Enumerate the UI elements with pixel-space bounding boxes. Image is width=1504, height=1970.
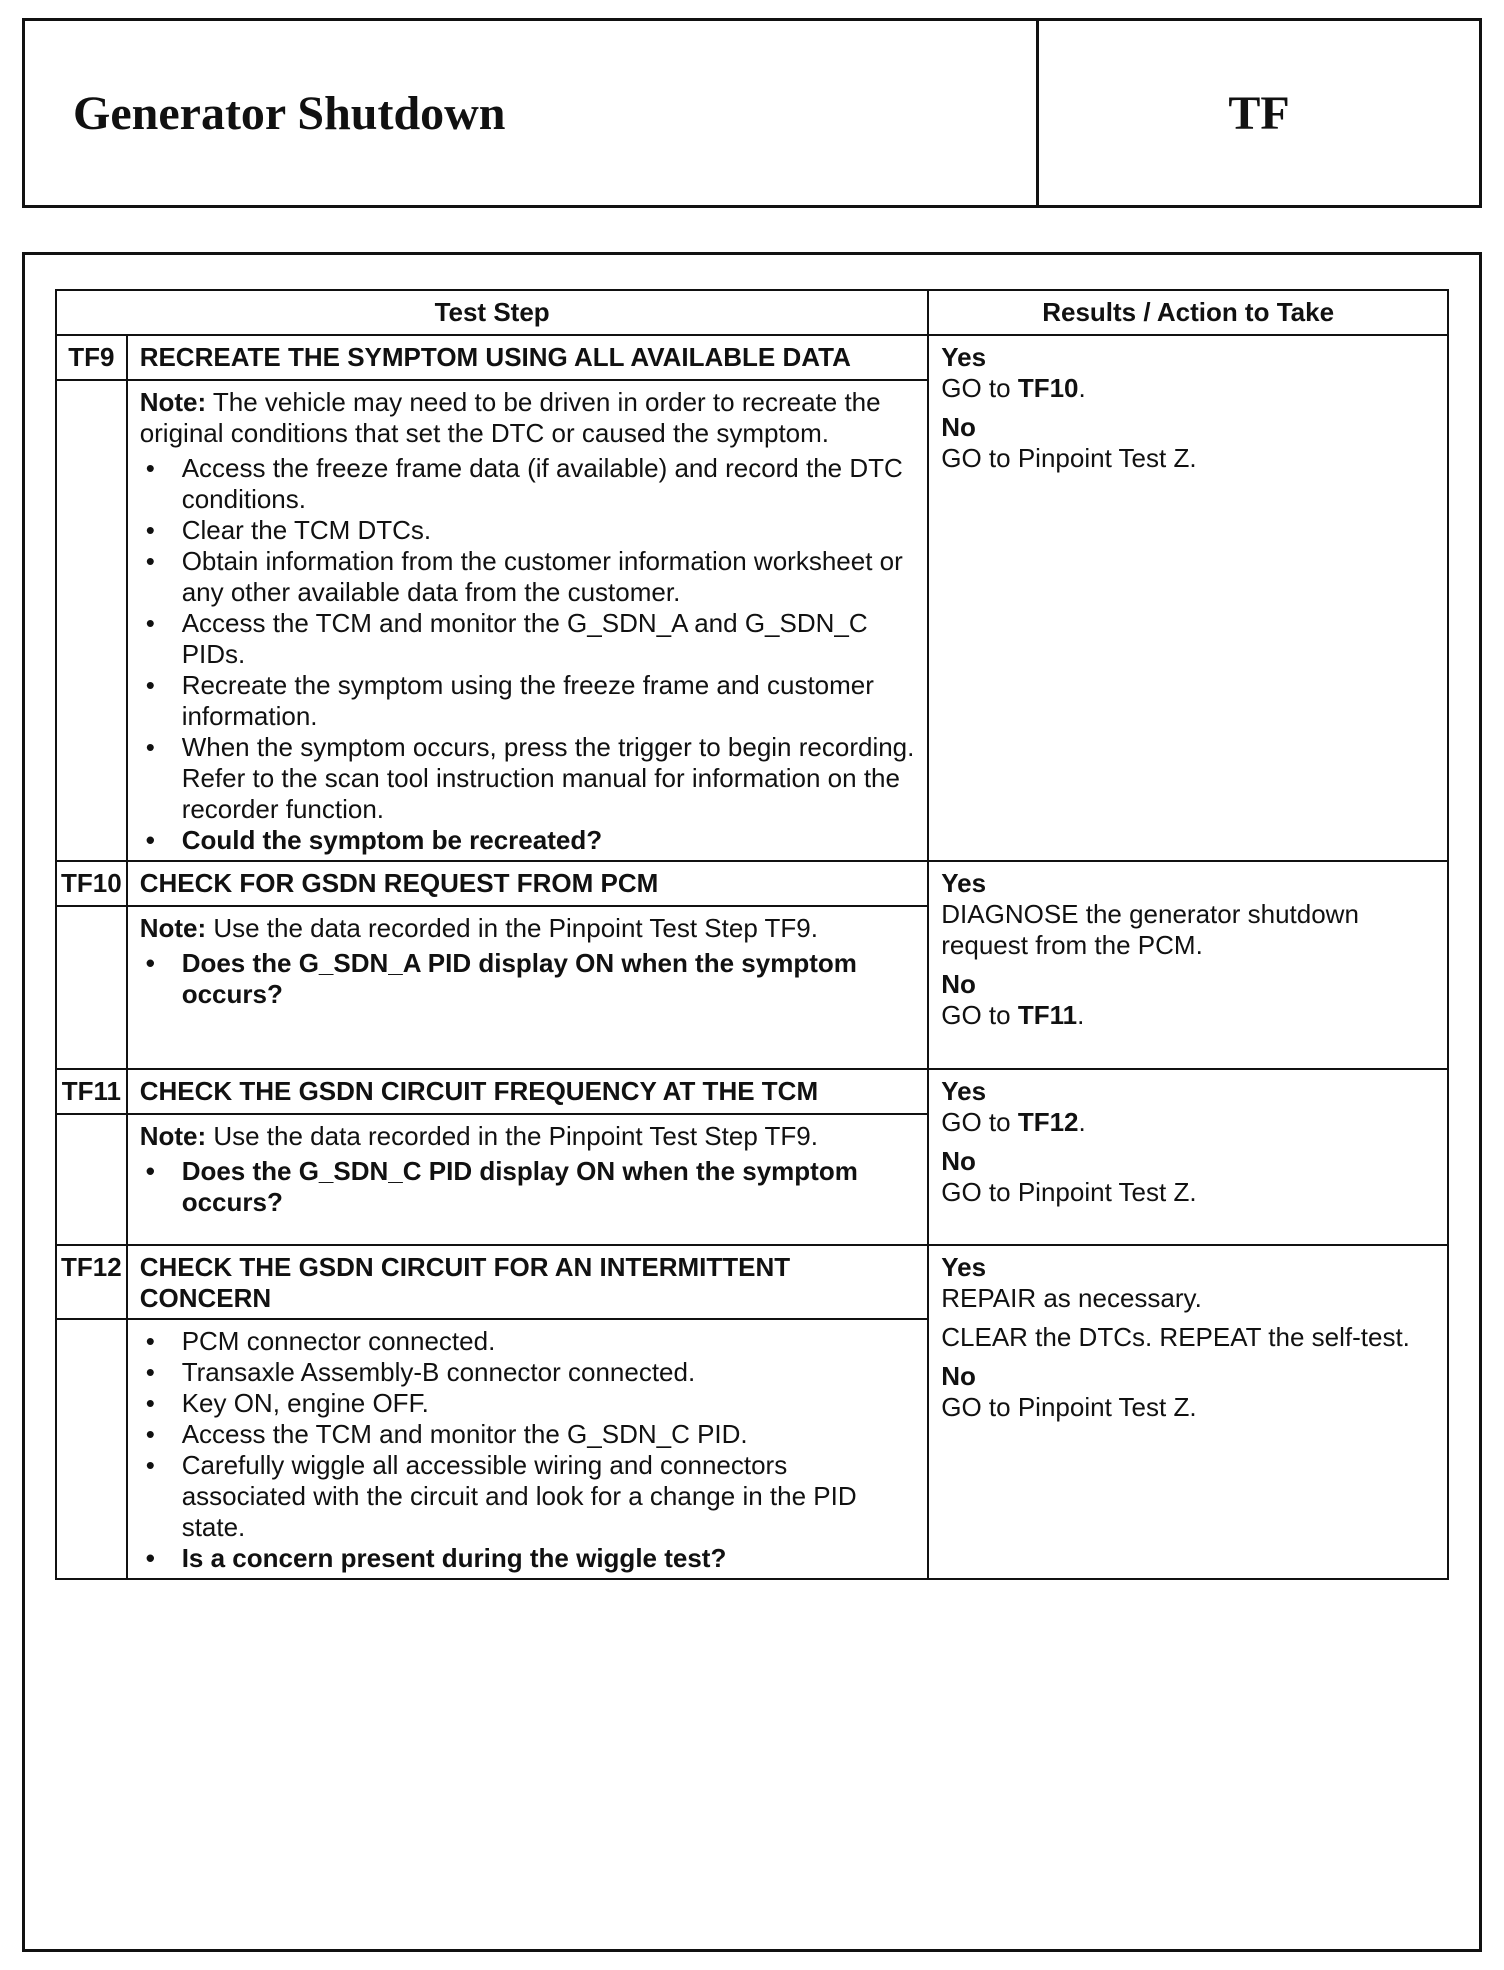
column-header-results: Results / Action to Take bbox=[928, 290, 1448, 335]
step-title-tf12: CHECK THE GSDN CIRCUIT FOR AN INTERMITTENT CONCERN bbox=[127, 1245, 929, 1319]
list-item: • Obtain information from the customer information worksheet or any other available data from the customer. bbox=[140, 546, 916, 608]
no-text: GO to Pinpoint Test Z. bbox=[941, 1392, 1197, 1422]
step-id-spacer bbox=[56, 380, 127, 861]
yes-text: DIAGNOSE the generator shutdown request from the PCM. bbox=[941, 899, 1359, 960]
note-label: Note: bbox=[139, 387, 207, 417]
yes-text-1: REPAIR as necessary. bbox=[941, 1283, 1202, 1313]
table-row bbox=[56, 1069, 1448, 1114]
step-body-tf9 bbox=[127, 380, 929, 861]
results-tf12 bbox=[928, 1245, 1448, 1579]
result-no bbox=[941, 969, 1435, 1031]
results-tf11 bbox=[928, 1069, 1448, 1245]
yes-label: Yes bbox=[941, 1076, 987, 1106]
section-code: TF bbox=[1228, 86, 1290, 140]
test-step-table bbox=[55, 289, 1449, 1580]
step-question: • Could the symptom be recreated? bbox=[140, 825, 916, 856]
no-label: No bbox=[941, 412, 976, 442]
step-body-tf12 bbox=[127, 1319, 929, 1579]
yes-text-2: CLEAR the DTCs. REPEAT the self-test. bbox=[941, 1322, 1410, 1352]
step-bullet-list bbox=[140, 1326, 916, 1574]
yes-label: Yes bbox=[941, 1252, 987, 1282]
result-no bbox=[941, 1146, 1435, 1208]
note-label: Note: bbox=[139, 913, 207, 943]
no-suffix: . bbox=[1077, 1000, 1085, 1030]
results-tf9 bbox=[928, 335, 1448, 861]
results-tf10 bbox=[928, 861, 1448, 1069]
list-item: • Access the TCM and monitor the G_SDN_A and G_SDN_C PIDs. bbox=[140, 608, 916, 670]
no-text: GO to Pinpoint Test Z. bbox=[941, 1177, 1197, 1207]
note-text: The vehicle may need to be driven in order to recreate the original conditions that set the DTC or caused the symptom. bbox=[139, 387, 881, 448]
step-title-tf10: CHECK FOR GSDN REQUEST FROM PCM bbox=[127, 861, 929, 906]
table-row bbox=[56, 335, 1448, 380]
list-item: • Key ON, engine OFF. bbox=[140, 1388, 916, 1419]
step-id-tf11: TF11 bbox=[56, 1069, 127, 1114]
no-text: GO to Pinpoint Test Z. bbox=[941, 443, 1197, 473]
yes-label: Yes bbox=[941, 868, 987, 898]
note bbox=[140, 1121, 916, 1152]
step-id-spacer bbox=[56, 1319, 127, 1579]
list-item: • PCM connector connected. bbox=[140, 1326, 916, 1357]
result-yes bbox=[941, 1252, 1435, 1314]
list-item: • Access the TCM and monitor the G_SDN_C PID. bbox=[140, 1419, 916, 1450]
no-label: No bbox=[941, 969, 976, 999]
table-row bbox=[56, 861, 1448, 906]
step-id-spacer bbox=[56, 906, 127, 1069]
result-yes bbox=[941, 868, 1435, 961]
page-title: Generator Shutdown bbox=[25, 21, 1039, 205]
step-bullet-list bbox=[140, 1156, 916, 1218]
note-text: Use the data recorded in the Pinpoint Test Step TF9. bbox=[206, 913, 818, 943]
yes-target: TF12 bbox=[1017, 1107, 1079, 1137]
result-yes-continued bbox=[941, 1322, 1435, 1353]
yes-prefix: GO to bbox=[941, 1107, 1018, 1137]
list-item: • When the symptom occurs, press the trigger to begin recording. Refer to the scan tool instruction manual for information on the recorder function. bbox=[140, 732, 916, 825]
step-id-spacer bbox=[56, 1114, 127, 1245]
result-yes bbox=[941, 342, 1435, 404]
yes-suffix: . bbox=[1078, 373, 1086, 403]
note bbox=[140, 387, 916, 449]
list-item: • Recreate the symptom using the freeze frame and customer information. bbox=[140, 670, 916, 732]
yes-suffix: . bbox=[1078, 1107, 1086, 1137]
step-id-tf12: TF12 bbox=[56, 1245, 127, 1319]
no-label: No bbox=[941, 1361, 976, 1391]
step-question: • Does the G_SDN_A PID display ON when the symptom occurs? bbox=[140, 948, 916, 1010]
result-no bbox=[941, 1361, 1435, 1423]
step-body-tf11 bbox=[127, 1114, 929, 1245]
step-title-tf9: RECREATE THE SYMPTOM USING ALL AVAILABLE DATA bbox=[127, 335, 929, 380]
step-bullet-list bbox=[140, 453, 916, 856]
step-title-tf11: CHECK THE GSDN CIRCUIT FREQUENCY AT THE TCM bbox=[127, 1069, 929, 1114]
step-question: • Is a concern present during the wiggle test? bbox=[140, 1543, 916, 1574]
no-target: TF11 bbox=[1017, 1000, 1078, 1030]
step-id-tf10: TF10 bbox=[56, 861, 127, 906]
no-label: No bbox=[941, 1146, 976, 1176]
list-item: • Carefully wiggle all accessible wiring and connectors associated with the circuit and look for a change in the PID state. bbox=[140, 1450, 916, 1543]
step-bullet-list bbox=[140, 948, 916, 1010]
list-item: • Clear the TCM DTCs. bbox=[140, 515, 916, 546]
table-row bbox=[56, 1245, 1448, 1319]
page-header bbox=[22, 18, 1482, 208]
list-item: • Transaxle Assembly-B connector connected. bbox=[140, 1357, 916, 1388]
result-yes bbox=[941, 1076, 1435, 1138]
note-text: Use the data recorded in the Pinpoint Test Step TF9. bbox=[206, 1121, 818, 1151]
note-label: Note: bbox=[139, 1121, 207, 1151]
no-prefix: GO to bbox=[941, 1000, 1018, 1030]
content-frame bbox=[22, 252, 1482, 1952]
step-id-tf9: TF9 bbox=[56, 335, 127, 380]
step-body-tf10 bbox=[127, 906, 929, 1069]
list-item: • Access the freeze frame data (if available) and record the DTC conditions. bbox=[140, 453, 916, 515]
step-question: • Does the G_SDN_C PID display ON when the symptom occurs? bbox=[140, 1156, 916, 1218]
table-header-row bbox=[56, 290, 1448, 335]
yes-prefix: GO to bbox=[941, 373, 1018, 403]
yes-label: Yes bbox=[941, 342, 987, 372]
column-header-test-step: Test Step bbox=[56, 290, 928, 335]
yes-target: TF10 bbox=[1017, 373, 1079, 403]
result-no bbox=[941, 412, 1435, 474]
note bbox=[140, 913, 916, 944]
